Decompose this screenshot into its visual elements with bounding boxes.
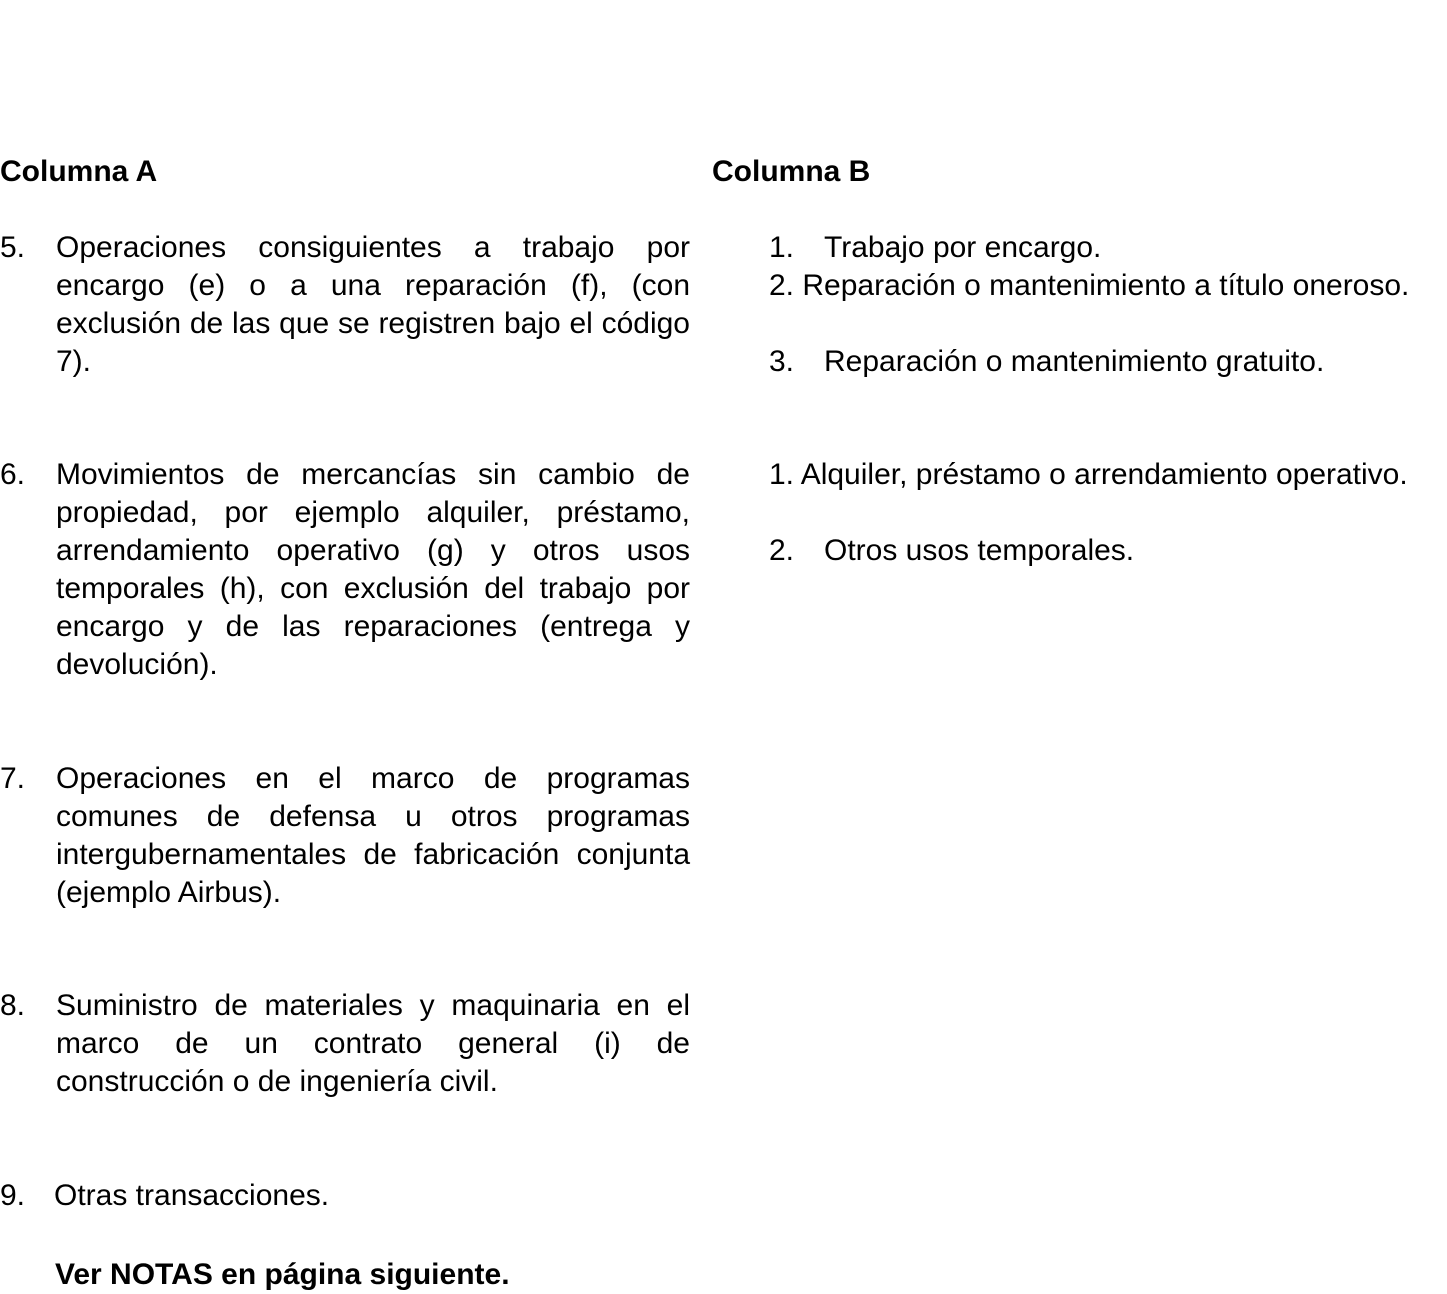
item-text: Reparación o mantenimiento gratuito. bbox=[824, 345, 1325, 378]
column-a-item-5 bbox=[0, 229, 690, 381]
column-b-item-5-2 bbox=[769, 267, 1447, 305]
item-number: 9. bbox=[0, 1179, 26, 1212]
item-number: 7. bbox=[0, 762, 26, 795]
item-text: Operaciones consiguientes a trabajo por encargo (e) o a una reparación (f), (con exclusión de las que se registren bajo el código 7). bbox=[56, 231, 690, 378]
item-text: Suministro de materiales y maquinaria en el marco de un contrato general (i) de construcción o de ingeniería civil. bbox=[56, 989, 690, 1098]
column-a-item-9 bbox=[0, 1177, 690, 1215]
column-b-heading: Columna B bbox=[712, 155, 871, 188]
column-b-item-5-3 bbox=[769, 343, 1447, 381]
item-text: Movimientos de mercancías sin cambio de propiedad, por ejemplo alquiler, préstamo, arrendamiento operativo (g) y otros usos temporales (h), con exclusión del trabajo por encargo y de las reparaciones (entrega y devolución). bbox=[56, 458, 690, 681]
item-number: 3. bbox=[769, 345, 795, 378]
item-text: 1. Alquiler, préstamo o arrendamiento operativo. bbox=[769, 458, 1408, 491]
item-number: 6. bbox=[0, 458, 26, 491]
column-b-item-6-2 bbox=[769, 532, 1447, 570]
column-b-item-5-1 bbox=[769, 229, 1447, 267]
item-text: Otros usos temporales. bbox=[824, 534, 1135, 567]
item-number: 8. bbox=[0, 989, 26, 1022]
item-text: Operaciones en el marco de programas comunes de defensa u otros programas intergubernamentales de fabricación conjunta (ejemplo Airbus). bbox=[56, 762, 690, 909]
item-text: Trabajo por encargo. bbox=[824, 231, 1102, 264]
see-notes-note: Ver NOTAS en página siguiente. bbox=[55, 1258, 510, 1291]
column-a-item-8 bbox=[0, 987, 690, 1101]
item-number: 5. bbox=[0, 231, 26, 264]
item-text: Otras transacciones. bbox=[54, 1179, 330, 1212]
column-a-heading: Columna A bbox=[0, 155, 158, 188]
item-number: 2. bbox=[769, 534, 795, 567]
column-a-item-7 bbox=[0, 760, 690, 912]
column-b-item-6-1 bbox=[769, 456, 1447, 494]
item-text: 2. Reparación o mantenimiento a título oneroso. bbox=[769, 269, 1410, 302]
item-number: 1. bbox=[769, 231, 795, 264]
column-a-item-6 bbox=[0, 456, 690, 684]
